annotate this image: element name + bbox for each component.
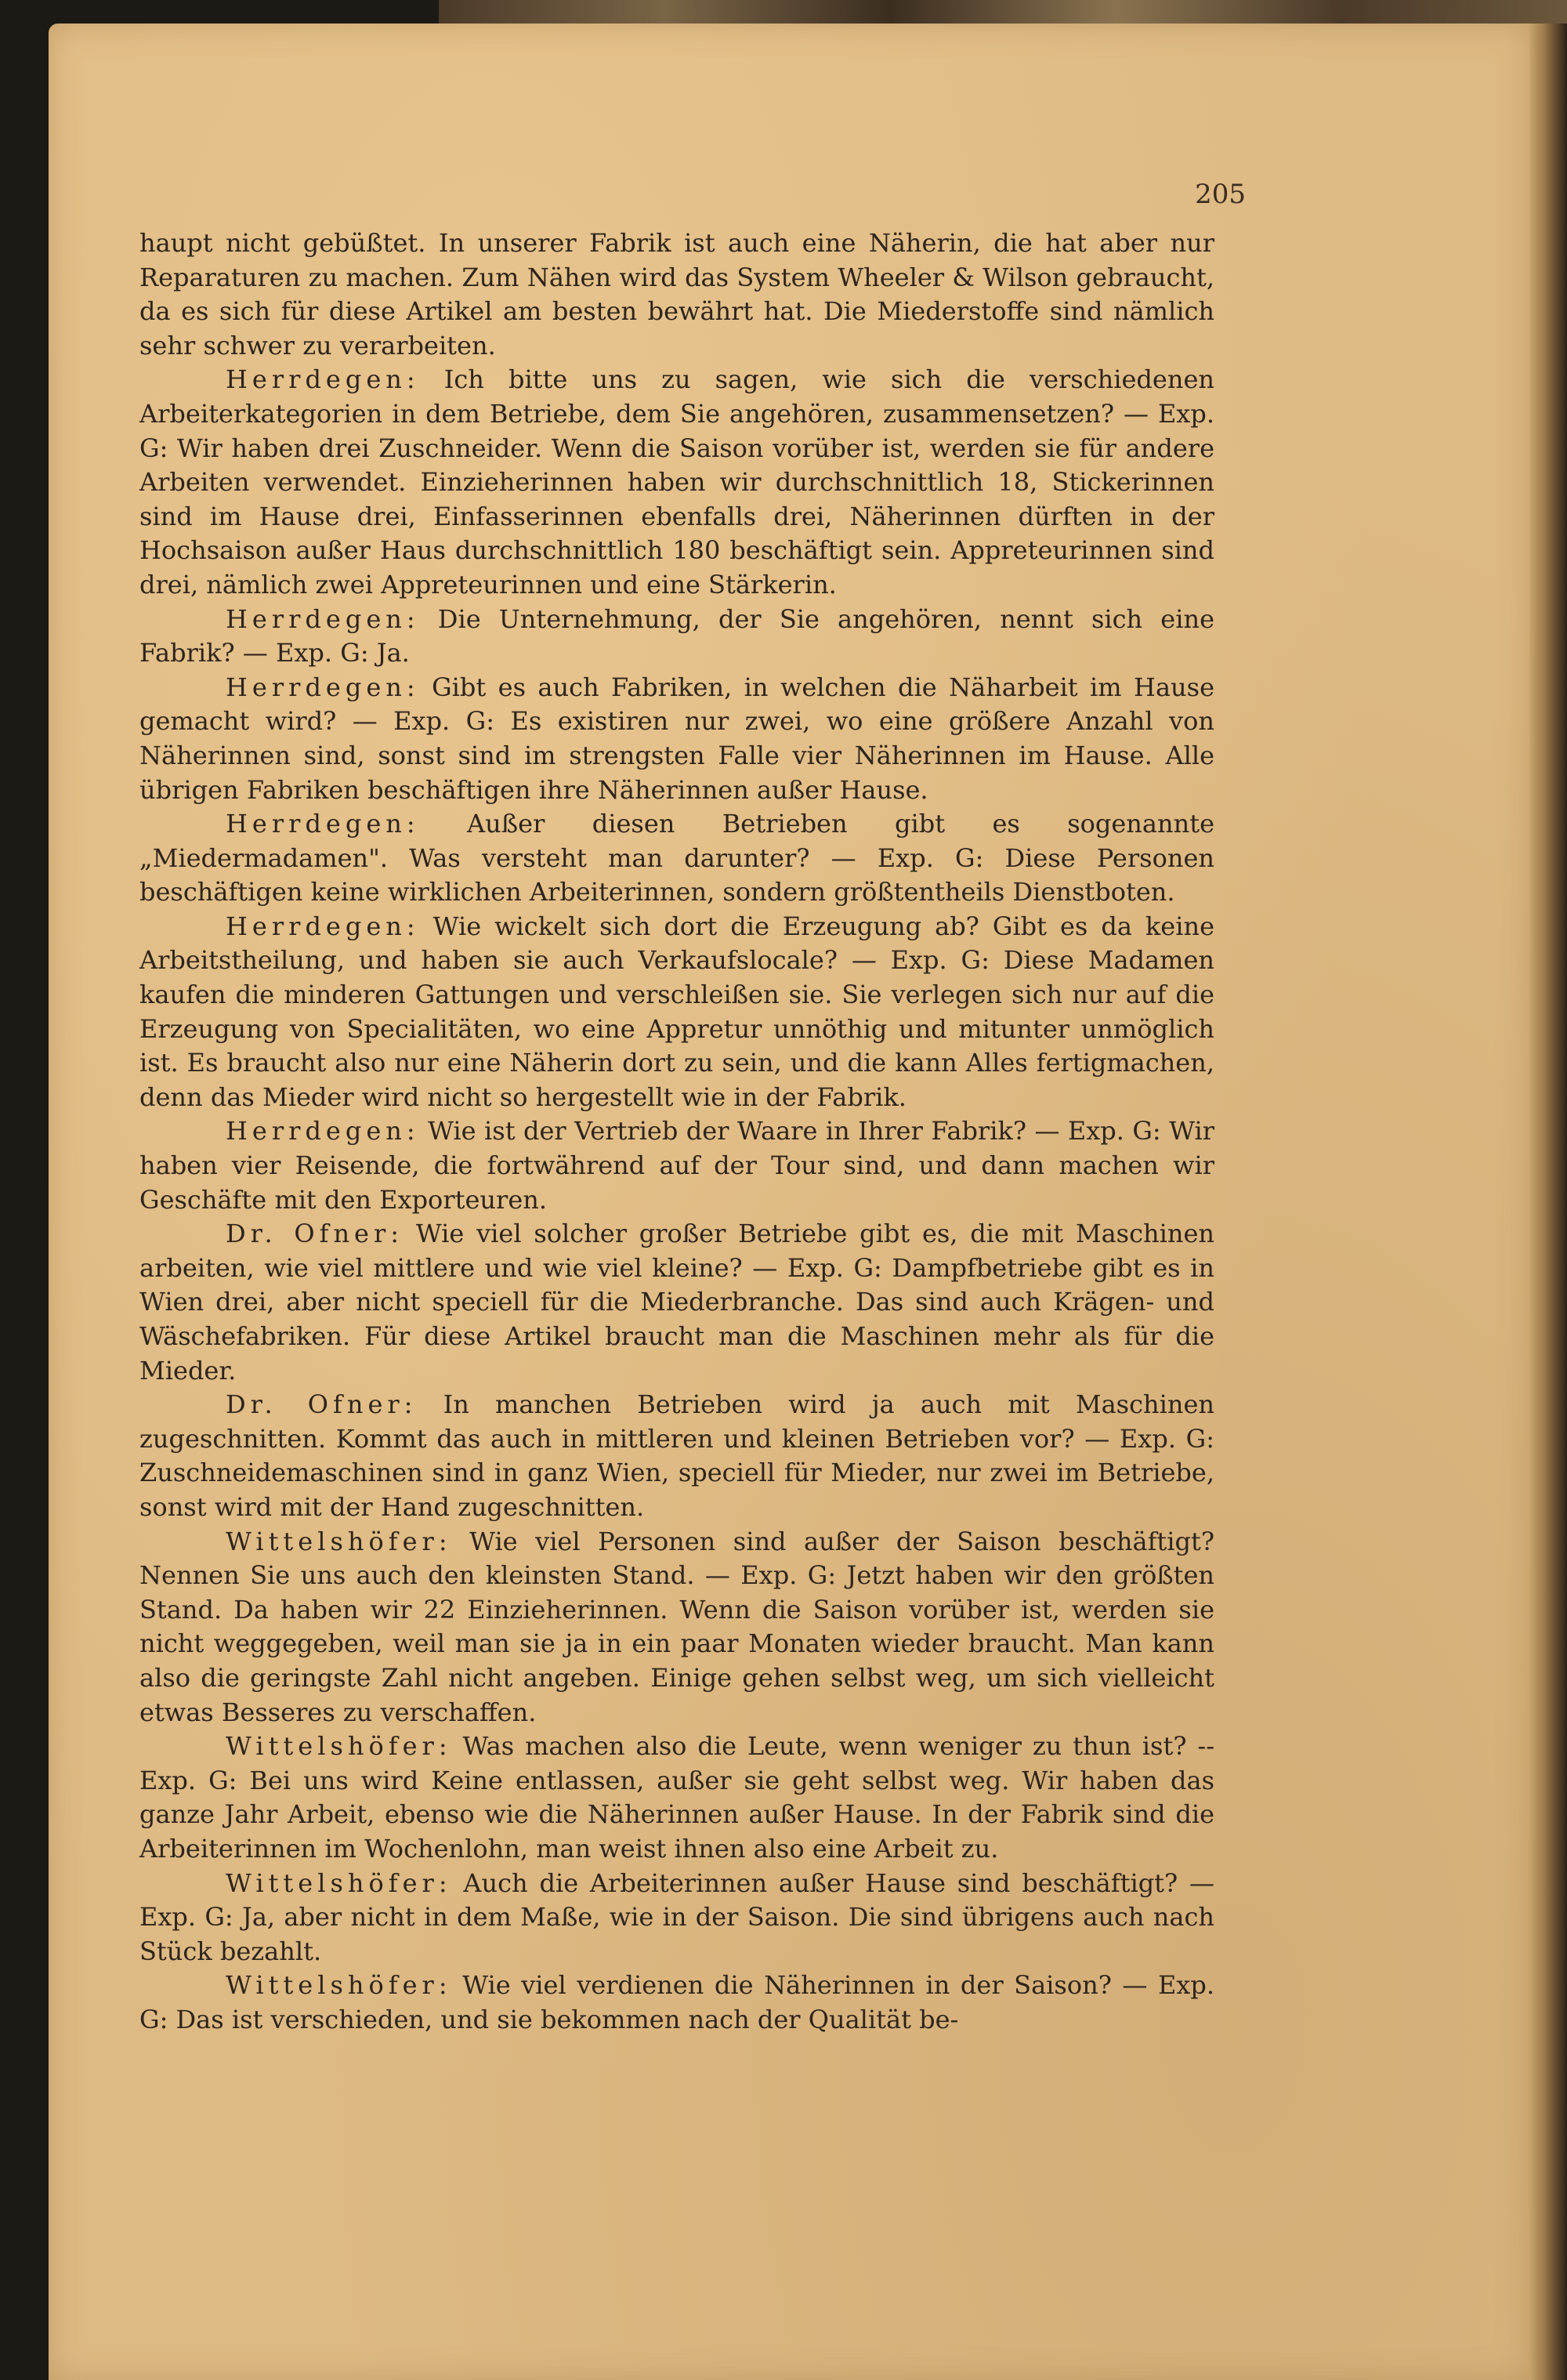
- speaker-name: Wittelshöfer:: [226, 1970, 452, 2001]
- speaker-name: Herrdegen:: [226, 911, 420, 941]
- speaker-name: Wittelshöfer:: [226, 1867, 452, 1898]
- speaker-name: Dr. Ofner:: [226, 1389, 418, 1420]
- paragraph-text: Auch die Arbeiterinnen außer Hause sind beschäftigt? — Exp. G: Ja, aber nicht in dem Maße, wie in der Saison. Die sind übrigens auch nach Stück bezahlt.: [139, 1867, 1214, 1966]
- speaker-name: Herrdegen:: [226, 1116, 420, 1147]
- paragraph: [139, 807, 1214, 910]
- paragraph-text: haupt nicht gebüßtet. In unserer Fabrik ist auch eine Näherin, die hat aber nur Reparaturen zu machen. Zum Nähen wird das System Wheeler & Wilson gebraucht, da es sich für diese Artikel am besten bewährt hat. Die Miederstoffe sind nämlich sehr schwer zu verarbeiten.: [139, 228, 1214, 360]
- speaker-name: Wittelshöfer:: [226, 1731, 452, 1762]
- book-top-edge: [439, 0, 1567, 27]
- paragraph-text: Außer diesen Betrieben gibt es sogenannte „Miedermadamen". Was versteht man darunter? — Exp. G: Diese Personen beschäftigen keine wirklichen Arbeiterinnen, sondern größtentheils Dienstboten.: [139, 809, 1214, 907]
- paragraph: [139, 1867, 1214, 1969]
- paragraph-text: Wie viel Personen sind außer der Saison beschäftigt? Nennen Sie uns auch den kleinsten Stand. — Exp. G: Jetzt haben wir den größten Stand. Da haben wir 22 Einzieherinnen. Wenn die Saison vorüber ist, werden sie nicht weggegeben, weil man sie ja in ein paar Monaten wieder braucht. Man kann also die geringste Zahl nicht angeben. Einige gehen selbst weg, um sich vielleicht etwas Besseres zu verschaffen.: [139, 1526, 1214, 1727]
- paragraph: [139, 363, 1214, 602]
- paragraph: [139, 910, 1214, 1115]
- speaker-name: Herrdegen:: [226, 809, 420, 839]
- paragraph-text: Was machen also die Leute, wenn weniger zu thun ist? -- Exp. G: Bei uns wird Keine entlassen, außer sie geht selbst weg. Wir haben das ganze Jahr Arbeit, ebenso wie die Näherinnen außer Hause. In der Fabrik sind die Arbeiterinnen im Wochenlohn, man weist ihnen also eine Arbeit zu.: [139, 1731, 1214, 1864]
- speaker-name: Herrdegen:: [226, 672, 420, 702]
- speaker-name: Dr. Ofner:: [226, 1219, 404, 1249]
- paragraph-text: Ich bitte uns zu sagen, wie sich die verschiedenen Arbeiterkategorien in dem Betriebe, dem Sie angehören, zusammensetzen? — Exp. G: Wir haben drei Zuschneider. Wenn die Saison vorüber ist, werden sie für andere Arbeiten verwendet. Einzieherinnen haben wir durchschnittlich 18, Stickerinnen sind im Hause drei, Einfasserinnen ebenfalls drei, Näherinnen dürften in der Hochsaison außer Haus durchschnittlich 180 beschäftigt sein. Appreteurinnen sind drei, nämlich zwei Appreteurinnen und eine Stärkerin.: [139, 364, 1214, 600]
- paragraph-text: Wie viel solcher großer Betriebe gibt es, die mit Maschinen arbeiten, wie viel mittlere und wie viel kleine? — Exp. G: Dampfbetriebe gibt es in Wien drei, aber nicht speciell für die Miederbranche. Das sind auch Krägen- und Wäschefabriken. Für diese Artikel braucht man die Maschinen mehr als für die Mieder.: [139, 1219, 1215, 1386]
- paragraph: [139, 1217, 1214, 1388]
- body-text: [139, 226, 1214, 2037]
- speaker-name: Wittelshöfer:: [226, 1526, 452, 1556]
- paragraph: [139, 1388, 1214, 1524]
- paragraph: [139, 671, 1214, 807]
- paragraph: [139, 1525, 1214, 1730]
- paragraph-continuation: [139, 226, 1214, 363]
- speaker-name: Herrdegen:: [226, 364, 420, 395]
- speaker-name: Herrdegen:: [226, 603, 420, 634]
- paragraph-text: Wie viel verdienen die Näherinnen in der Saison? — Exp. G: Das ist verschieden, und sie bekommen nach der Qualität be-: [139, 1970, 1214, 2034]
- paragraph-text: In manchen Betrieben wird ja auch mit Maschinen zugeschnitten. Kommt das auch in mittleren und kleinen Betrieben vor? — Exp. G: Zuschneidemaschinen sind in ganz Wien, speciell für Mieder, nur zwei im Betriebe, sonst wird mit der Hand zugeschnitten.: [139, 1389, 1214, 1522]
- page-edge-shadow: [1529, 24, 1567, 2380]
- paragraph: [139, 1114, 1214, 1217]
- paragraph: [139, 1730, 1214, 1866]
- paragraph-text: Wie wickelt sich dort die Erzeugung ab? Gibt es da keine Arbeitstheilung, und haben sie auch Verkaufslocale? — Exp. G: Diese Madamen kaufen die minderen Gattungen und verschleißen sie. Sie verlegen sich nur auf die Erzeugung von Specialitäten, wo eine Appretur unnöthig und mitunter unmöglich ist. Es braucht also nur eine Näherin dort zu sein, und die kann Alles fertigmachen, denn das Mieder wird nicht so hergestellt wie in der Fabrik.: [139, 911, 1214, 1112]
- page-number: 205: [1195, 179, 1246, 210]
- paragraph-text: Wie ist der Vertrieb der Waare in Ihrer Fabrik? — Exp. G: Wir haben vier Reisende, die fortwährend auf der Tour sind, und dann machen wir Geschäfte mit den Exporteuren.: [139, 1116, 1214, 1215]
- paragraph-text: Die Unternehmung, der Sie angehören, nennt sich eine Fabrik? — Exp. G: Ja.: [139, 603, 1214, 668]
- paragraph: [139, 1969, 1214, 2037]
- paragraph: [139, 603, 1214, 671]
- paragraph-text: Gibt es auch Fabriken, in welchen die Näharbeit im Hause gemacht wird? — Exp. G: Es existiren nur zwei, wo eine größere Anzahl von Näherinnen sind, sonst sind im strengsten Falle vier Näherinnen im Hause. Alle übrigen Fabriken beschäftigen ihre Näherinnen außer Hause.: [139, 672, 1214, 805]
